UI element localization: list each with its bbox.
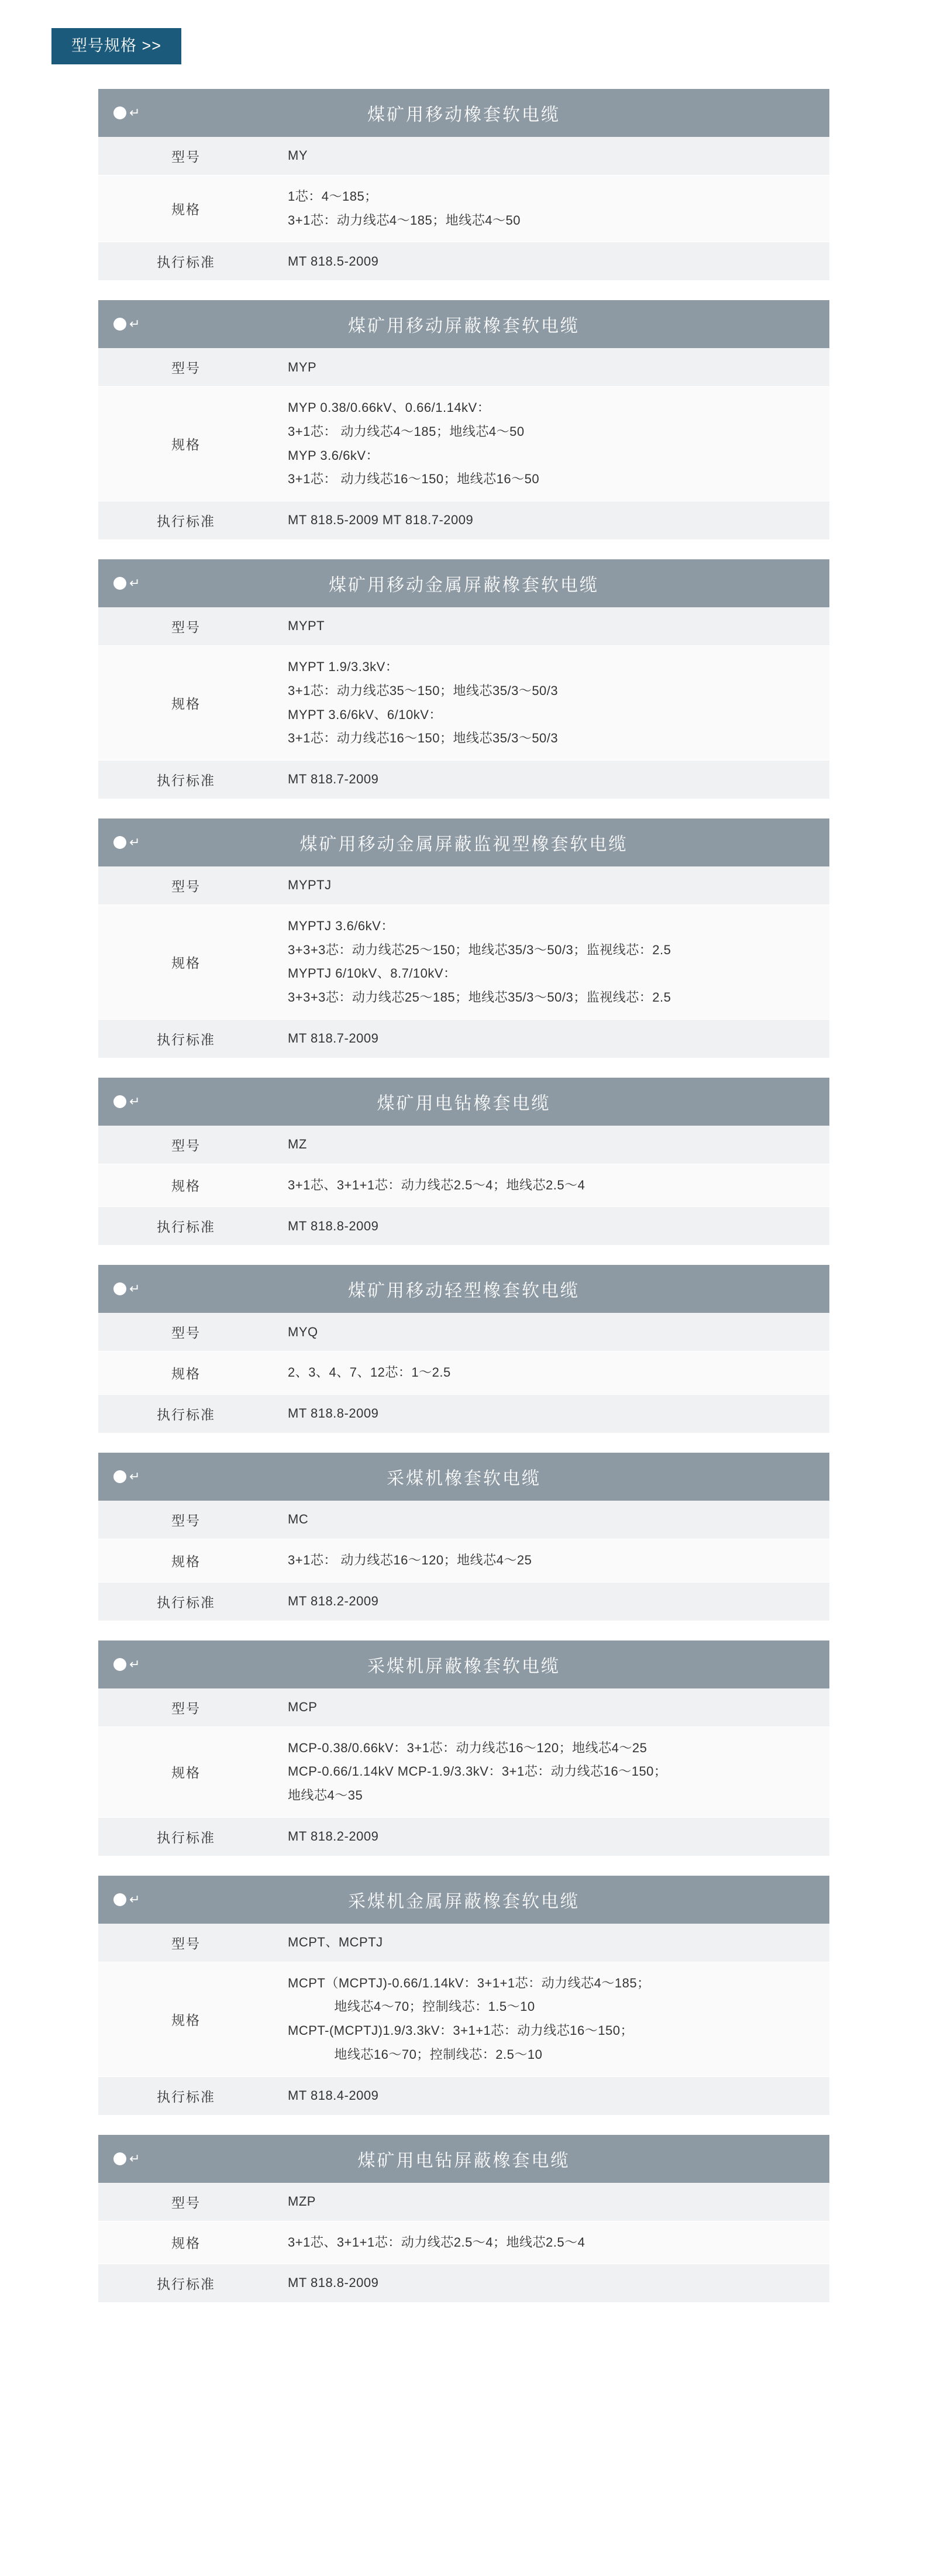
group-title: 煤矿用移动屏蔽橡套软电缆 (348, 317, 580, 336)
header-badge (113, 2150, 146, 2168)
table-row (98, 866, 829, 905)
spec-group (98, 89, 829, 280)
return-arrow-icon: ↵ (129, 1891, 140, 1907)
spec-line: 地线芯4～35 (288, 1788, 363, 1803)
table-row (98, 176, 829, 242)
row-value-model: MZ (288, 1136, 307, 1151)
table-row (98, 2077, 829, 2115)
table-row (98, 1351, 829, 1395)
bullet-dot-icon (113, 1470, 126, 1483)
row-label-standard: 执行标准 (157, 2276, 215, 2292)
table-row (98, 2264, 829, 2302)
table-row (98, 2183, 829, 2221)
row-label-model: 型号 (171, 1325, 201, 1341)
table-row (98, 1727, 829, 1818)
row-label-model: 型号 (171, 878, 201, 894)
row-label-model: 型号 (171, 1935, 201, 1951)
row-label-standard: 执行标准 (157, 254, 215, 270)
group-title: 煤矿用移动金属屏蔽橡套软电缆 (329, 576, 599, 596)
bullet-dot-icon (113, 1893, 126, 1906)
group-header[interactable] (98, 559, 829, 607)
spec-line: 3+1芯、3+1+1芯：动力线芯2.5～4；地线芯2.5～4 (288, 2234, 585, 2250)
spec-line: 3+1芯： 动力线芯4～185；地线芯4～50 (288, 424, 525, 439)
row-value-model: MYP (288, 359, 317, 374)
return-arrow-icon: ↵ (129, 1093, 140, 1109)
row-value-standard: MT 818.7-2009 (288, 772, 379, 787)
row-label-standard: 执行标准 (157, 514, 215, 529)
bullet-dot-icon (113, 577, 126, 590)
spec-line: 地线芯16～70；控制线芯：2.5～10 (288, 2047, 543, 2062)
row-label-standard: 执行标准 (157, 1407, 215, 1422)
table-row (98, 1126, 829, 1164)
table-row (98, 905, 829, 1020)
spec-line: 3+1芯、3+1+1芯：动力线芯2.5～4；地线芯2.5～4 (288, 1177, 585, 1192)
header-badge (113, 1891, 146, 1908)
return-arrow-icon: ↵ (129, 1656, 140, 1672)
bullet-dot-icon (113, 1282, 126, 1295)
row-value-model: MY (288, 148, 308, 163)
row-label-spec: 规格 (171, 1765, 201, 1781)
spec-line: 3+1芯：动力线芯16～150；地线芯35/3～50/3 (288, 731, 559, 746)
spec-line: 3+3+3芯：动力线芯25～150；地线芯35/3～50/3；监视线芯：2.5 (288, 942, 671, 957)
table-row (98, 1313, 829, 1351)
table-row (98, 1501, 829, 1539)
spec-line: 地线芯4～70；控制线芯：1.5～10 (288, 1999, 535, 2014)
row-label-model: 型号 (171, 149, 201, 164)
row-label-spec: 规格 (171, 1178, 201, 1194)
bullet-dot-icon (113, 106, 126, 119)
row-value-model: MYQ (288, 1324, 318, 1339)
row-value-standard: MT 818.7-2009 (288, 1030, 379, 1045)
row-value-spec (274, 387, 829, 501)
return-arrow-icon: ↵ (129, 1469, 140, 1484)
spec-line: MCPT（MCPTJ)-0.66/1.14kV：3+1+1芯：动力线芯4～185； (288, 1975, 650, 1990)
table-row (98, 1164, 829, 1208)
bullet-dot-icon (113, 2152, 126, 2165)
group-header[interactable] (98, 300, 829, 348)
row-label-spec: 规格 (171, 437, 201, 453)
row-label-model: 型号 (171, 1700, 201, 1716)
row-label-spec: 规格 (171, 696, 201, 711)
row-value-model: MC (288, 1512, 309, 1527)
spec-line: 3+1芯：动力线芯35～150；地线芯35/3～50/3 (288, 683, 559, 698)
row-label-model: 型号 (171, 2195, 201, 2210)
row-value-spec (274, 1727, 829, 1817)
row-label-standard: 执行标准 (157, 1594, 215, 1610)
return-arrow-icon: ↵ (129, 834, 140, 850)
return-arrow-icon: ↵ (129, 576, 140, 591)
table-row (98, 1395, 829, 1433)
header-badge (113, 575, 146, 592)
header-badge (113, 315, 146, 333)
row-value-model: MYPT (288, 618, 325, 634)
spec-line: 3+3+3芯：动力线芯25～185；地线芯35/3～50/3；监视线芯：2.5 (288, 989, 671, 1005)
row-label-standard: 执行标准 (157, 1219, 215, 1235)
spec-line: MCPT-(MCPTJ)1.9/3.3kV：3+1+1芯：动力线芯16～150； (288, 2023, 633, 2038)
spec-group (98, 1265, 829, 1433)
spec-line: MYP 3.6/6kV： (288, 448, 379, 463)
table-row (98, 501, 829, 539)
spec-line: MYPTJ 3.6/6kV： (288, 918, 394, 933)
group-header[interactable] (98, 1078, 829, 1126)
row-value-standard: MT 818.4-2009 (288, 2087, 379, 2103)
group-title: 煤矿用电钻橡套电缆 (377, 1093, 551, 1113)
group-title: 煤矿用移动橡套软电缆 (367, 105, 560, 125)
spec-group (98, 1453, 829, 1621)
spec-line: 3+1芯： 动力线芯16～150；地线芯16～50 (288, 472, 540, 487)
spec-group (98, 559, 829, 799)
row-label-model: 型号 (171, 1137, 201, 1153)
table-row (98, 607, 829, 646)
spec-line: 1芯：4～185； (288, 189, 378, 204)
return-arrow-icon: ↵ (129, 105, 140, 120)
row-value-spec (274, 2221, 829, 2264)
row-value-spec (274, 176, 829, 242)
table-row (98, 137, 829, 176)
row-value-spec (274, 646, 829, 760)
row-label-standard: 执行标准 (157, 2089, 215, 2104)
spec-line: MCP-0.66/1.14kV MCP-1.9/3.3kV：3+1芯：动力线芯16～150； (288, 1764, 667, 1779)
group-header[interactable] (98, 2135, 829, 2183)
spec-line: 3+1芯：动力线芯4～185；地线芯4～50 (288, 212, 521, 228)
return-arrow-icon: ↵ (129, 1281, 140, 1296)
header-badge (113, 834, 146, 851)
bullet-dot-icon (113, 318, 126, 331)
group-header[interactable] (98, 1876, 829, 1924)
bullet-dot-icon (113, 1658, 126, 1671)
table-row (98, 348, 829, 387)
row-value-standard: MT 818.2-2009 (288, 1593, 379, 1608)
header-badge (113, 104, 146, 122)
group-title: 煤矿用移动金属屏蔽监视型橡套软电缆 (299, 834, 628, 854)
table-row (98, 242, 829, 280)
header-badge (113, 1093, 146, 1110)
row-value-standard: MT 818.8-2009 (288, 1406, 379, 1421)
row-value-standard: MT 818.5-2009 (288, 253, 379, 269)
table-row (98, 1688, 829, 1727)
row-label-spec: 规格 (171, 2012, 201, 2028)
spec-group (98, 1876, 829, 2115)
group-header[interactable] (98, 1265, 829, 1313)
table-row (98, 1539, 829, 1583)
table-row (98, 1020, 829, 1058)
spec-line: 2、3、4、7、12芯：1～2.5 (288, 1365, 451, 1380)
bullet-dot-icon (113, 836, 126, 849)
group-title: 采煤机屏蔽橡套软电缆 (367, 1656, 560, 1676)
group-title: 采煤机金属屏蔽橡套软电缆 (348, 1891, 580, 1911)
row-label-model: 型号 (171, 360, 201, 376)
table-row (98, 646, 829, 761)
row-value-spec (274, 905, 829, 1019)
header-badge (113, 1468, 146, 1485)
spec-group (98, 1640, 829, 1856)
group-title: 煤矿用电钻屏蔽橡套电缆 (357, 2151, 570, 2171)
row-value-spec (274, 1539, 829, 1582)
group-title: 采煤机橡套软电缆 (387, 1469, 541, 1488)
row-label-model: 型号 (171, 620, 201, 635)
row-label-spec: 规格 (171, 2235, 201, 2251)
group-title: 煤矿用移动轻型橡套软电缆 (348, 1281, 580, 1301)
row-label-standard: 执行标准 (157, 1031, 215, 1047)
row-label-standard: 执行标准 (157, 1829, 215, 1845)
spec-group (98, 2135, 829, 2303)
table-row (98, 1207, 829, 1245)
bullet-dot-icon (113, 1095, 126, 1108)
row-label-spec: 规格 (171, 955, 201, 971)
row-value-spec (274, 1962, 829, 2076)
group-header[interactable] (98, 89, 829, 137)
row-value-standard: MT 818.2-2009 (288, 1828, 379, 1844)
spec-line: MYPTJ 6/10kV、8.7/10kV： (288, 966, 457, 981)
header-badge (113, 1656, 146, 1673)
top-tag-container (0, 0, 937, 64)
row-value-standard: MT 818.8-2009 (288, 2275, 379, 2290)
row-label-spec: 规格 (171, 202, 201, 218)
row-value-standard: MT 818.5-2009 MT 818.7-2009 (288, 513, 474, 528)
table-row (98, 1924, 829, 1962)
row-value-spec (274, 1351, 829, 1394)
return-arrow-icon: ↵ (129, 2151, 140, 2166)
row-value-model: MCPT、MCPTJ (288, 1934, 383, 1949)
spec-line: MYPT 1.9/3.3kV： (288, 659, 399, 675)
row-value-standard: MT 818.8-2009 (288, 1218, 379, 1233)
spec-group (98, 818, 829, 1058)
table-row (98, 761, 829, 799)
spec-line: 3+1芯： 动力线芯16～120；地线芯4～25 (288, 1553, 532, 1567)
group-header[interactable] (98, 1640, 829, 1688)
row-value-model: MCP (288, 1699, 318, 1714)
row-value-model: MYPTJ (288, 878, 332, 893)
table-row (98, 1962, 829, 2077)
table-row (98, 1818, 829, 1856)
row-label-standard: 执行标准 (157, 772, 215, 788)
row-value-spec (274, 1164, 829, 1207)
table-row (98, 387, 829, 501)
row-value-model: MZP (288, 2193, 316, 2209)
spec-tables (98, 64, 829, 2357)
spec-line: MCP-0.38/0.66kV：3+1芯：动力线芯16～120；地线芯4～25 (288, 1740, 647, 1755)
table-row (98, 1583, 829, 1621)
group-header[interactable] (98, 818, 829, 866)
row-label-spec: 规格 (171, 1366, 201, 1382)
table-row (98, 2221, 829, 2265)
header-badge (113, 1280, 146, 1298)
return-arrow-icon: ↵ (129, 317, 140, 332)
spec-group (98, 300, 829, 539)
spec-line: MYPT 3.6/6kV、6/10kV： (288, 707, 442, 722)
spec-line: MYP 0.38/0.66kV、0.66/1.14kV： (288, 400, 491, 415)
section-tag[interactable]: 型号规格 >> (51, 28, 181, 64)
spec-group (98, 1078, 829, 1246)
row-label-spec: 规格 (171, 1553, 201, 1569)
row-label-model: 型号 (171, 1513, 201, 1528)
group-header[interactable] (98, 1453, 829, 1501)
